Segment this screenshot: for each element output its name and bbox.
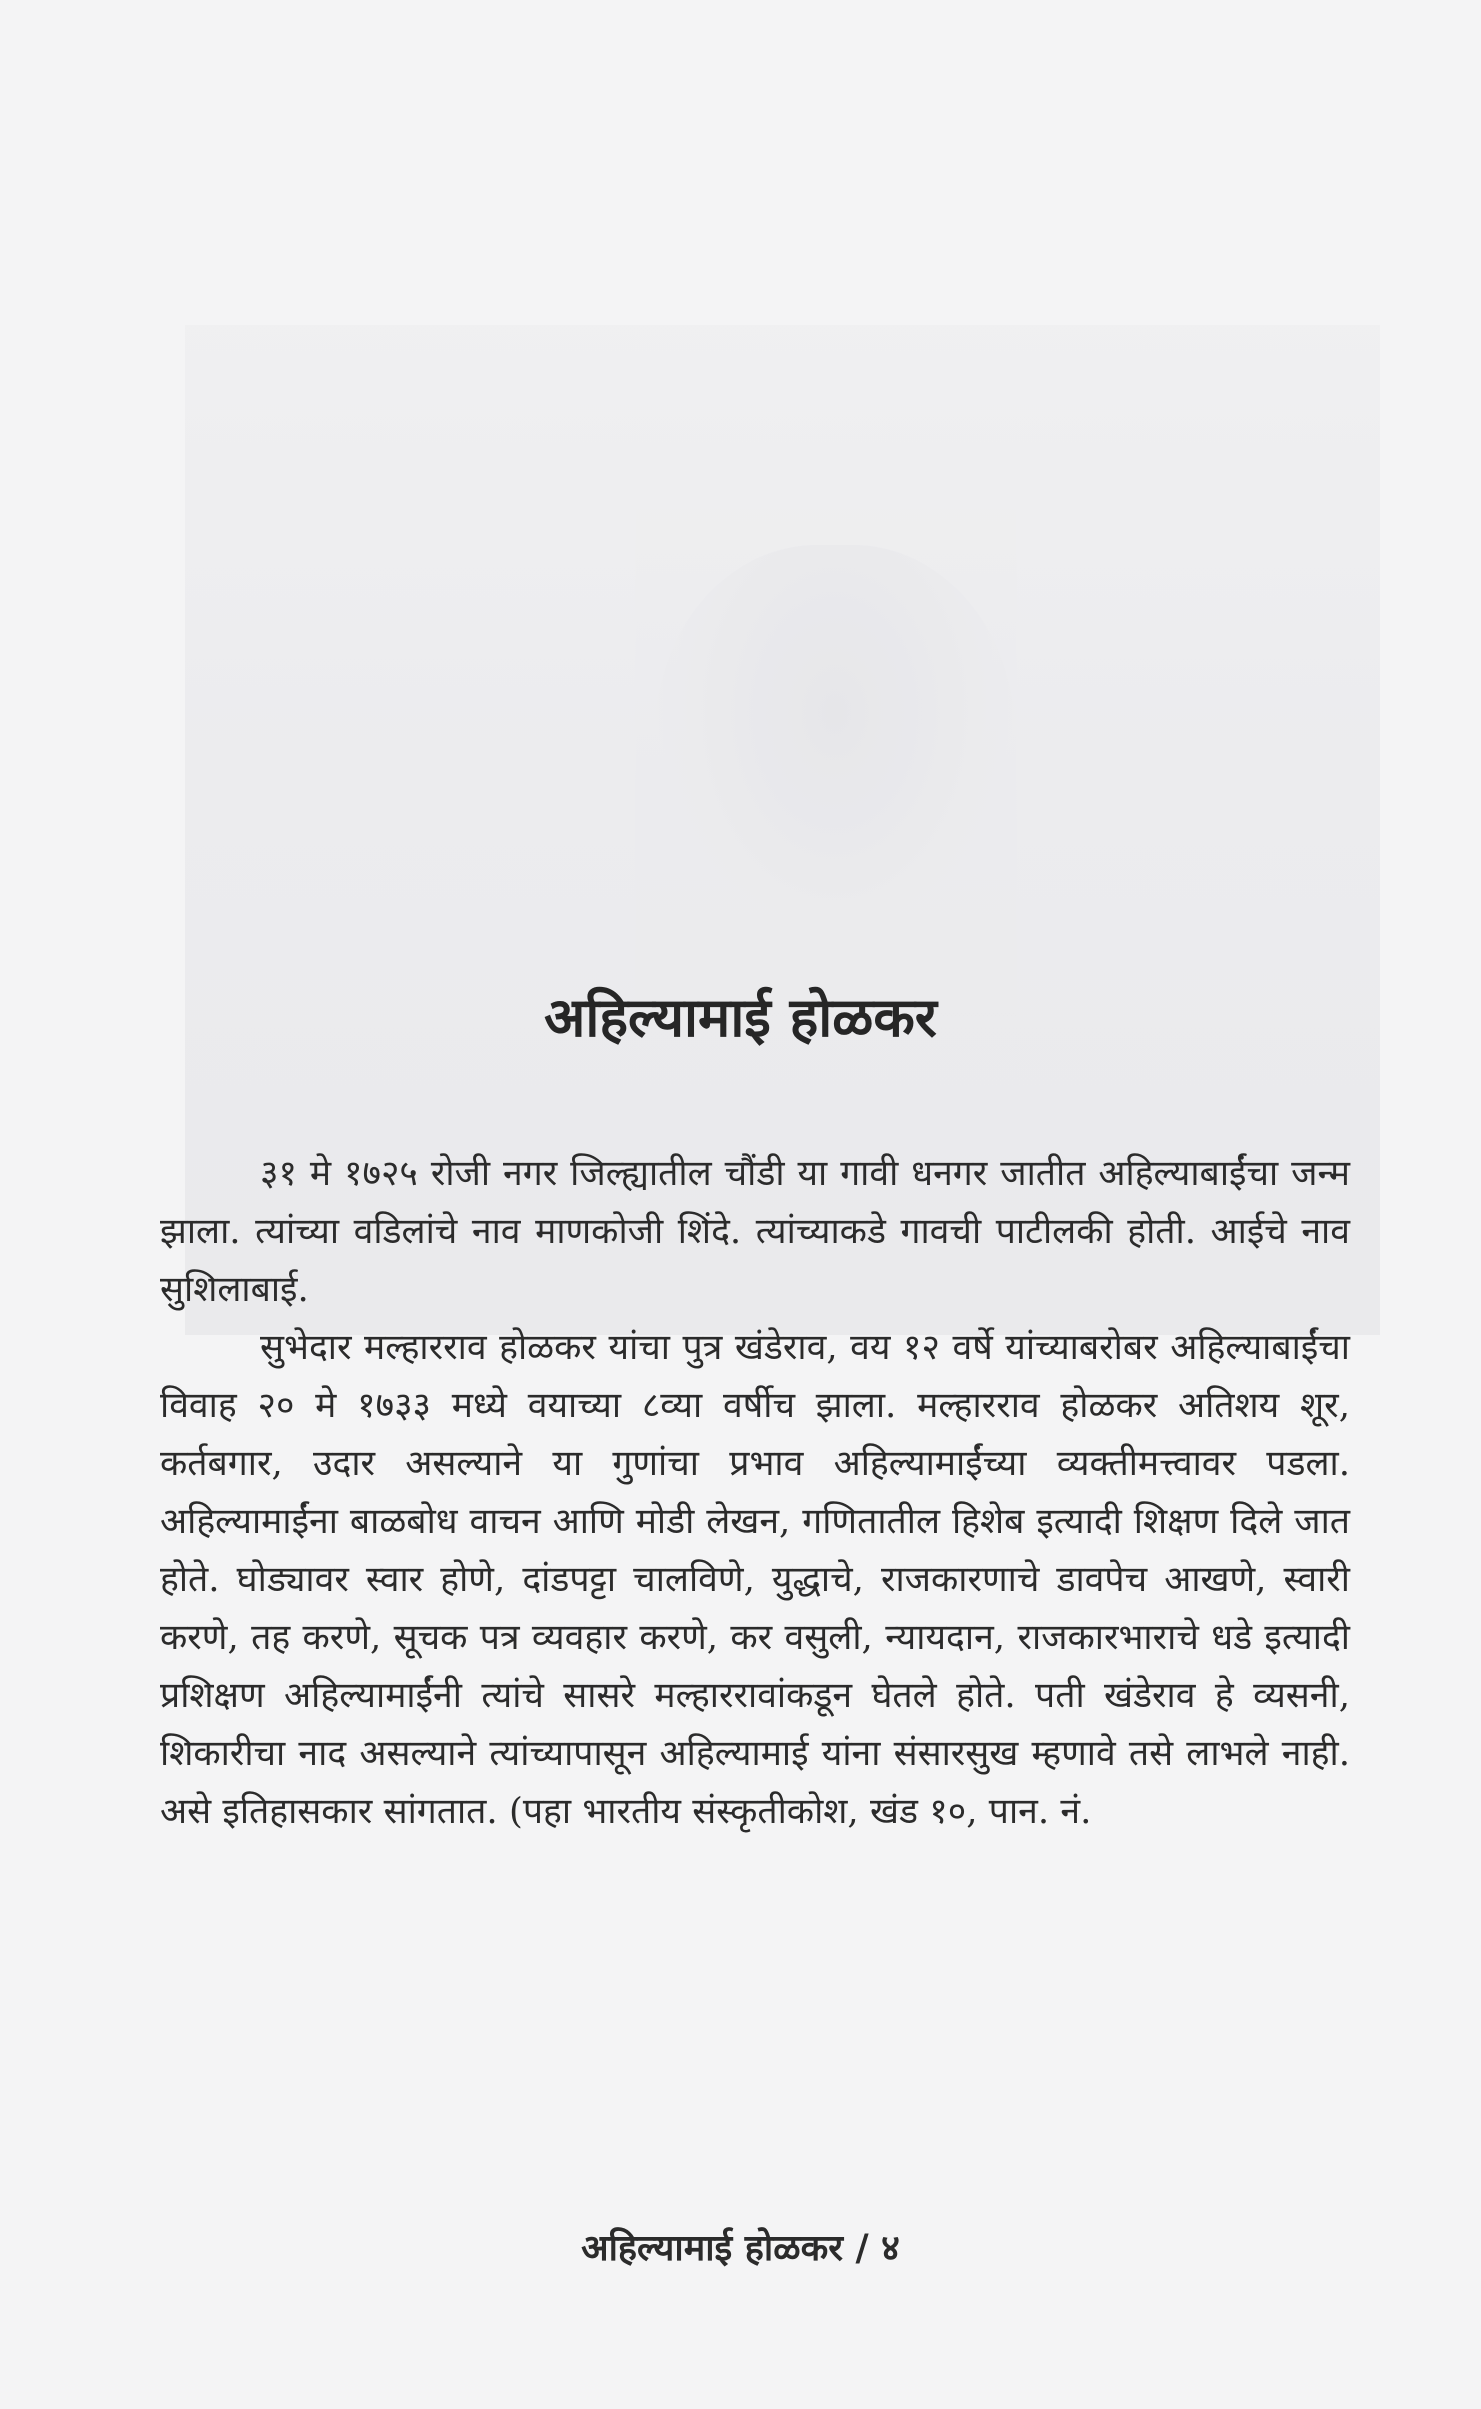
chapter-heading: अहिल्यामाई होळकर [544,985,937,1049]
paragraph-marriage-training: सुभेदार मल्हारराव होळकर यांचा पुत्र खंडेराव, वय १२ वर्षे यांच्याबरोबर अहिल्याबाईंचा विवाह २० मे १७३३ मध्ये वयाच्या ८व्या वर्षीच झाला. मल्हारराव होळकर अतिशय शूर, कर्तबगार, उदार असल्याने या गुणांचा प्रभाव अहिल्यामाईंच्या व्यक्तीमत्त्वावर पडला. अहिल्यामाईंना बाळबोध वाचन आणि मोडी लेखन, गणितातील हिशेब इत्यादी शिक्षण दिले जात होते. घोड्यावर स्वार होणे, दांडपट्टा चालविणे, युद्धाचे, राजकारणाचे डावपेच आखणे, स्वारी करणे, तह करणे, सूचक पत्र व्यवहार करणे, कर वसुली, न्यायदान, राजकारभाराचे धडे इत्यादी प्रशिक्षण अहिल्यामाईंनी त्यांचे सासरे मल्हाररावांकडून घेतले होते. पती खंडेराव हे व्यसनी, शिकारीचा नाद असल्याने त्यांच्यापासून अहिल्यामाई यांना संसारसुख म्हणावे तसे लाभले नाही. असे इतिहासकार सांगतात. (पहा भारतीय संस्कृतीकोश, खंड १०, पान. नं. [160,1327,1350,1832]
body-text [160,1145,1350,1841]
portrait-figure-shape [655,545,1015,965]
paragraph-birth: ३१ मे १७२५ रोजी नगर जिल्ह्यातील चौंडी या गावी धनगर जातीत अहिल्याबाईंचा जन्म झाला. त्यांच्या वडिलांचे नाव माणकोजी शिंदे. त्यांच्याकडे गावची पाटीलकी होती. आईचे नाव सुशिलाबाई. [160,1153,1350,1310]
page-footer: अहिल्यामाई होळकर / ४ [581,2227,900,2269]
